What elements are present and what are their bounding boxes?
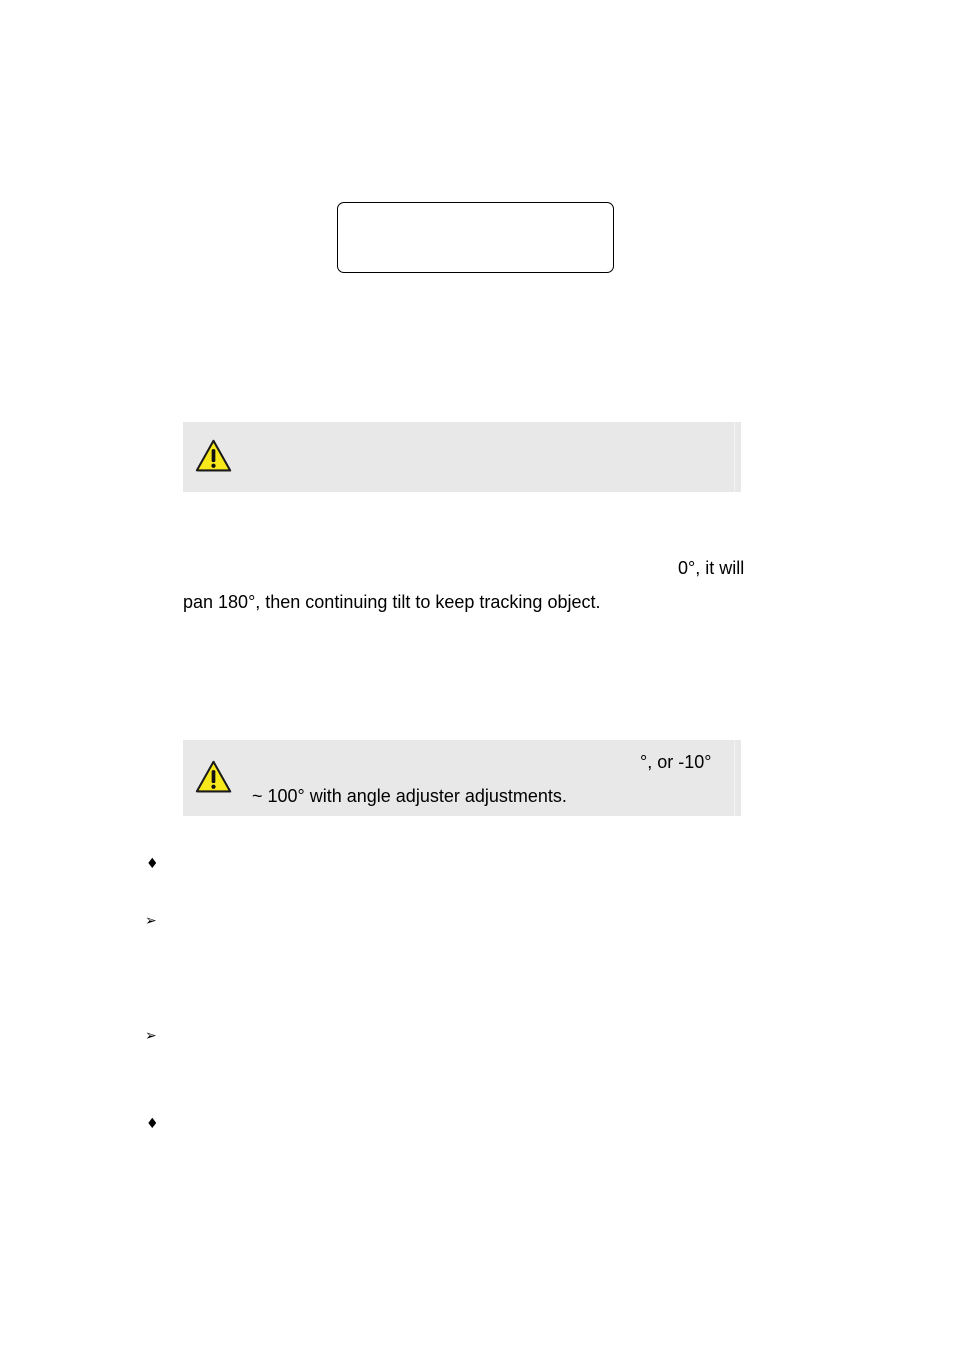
tilt-paragraph-line-1-tail: 0°, it will (678, 558, 745, 578)
arrow-bullet-icon: ➢ (145, 1028, 157, 1044)
warning-triangle-icon (195, 438, 232, 475)
caution-note-box-1 (183, 422, 741, 492)
outlined-empty-frame (337, 202, 614, 273)
tilt-paragraph-line-2: pan 180°, then continuing tilt to keep tracking object. (183, 592, 601, 612)
diamond-bullet-icon: ♦ (146, 856, 159, 872)
caution-note-box-2 (183, 740, 741, 816)
diamond-bullet-icon: ♦ (146, 1116, 159, 1132)
note-2-line-1-tail: °, or -10° (640, 752, 712, 772)
warning-triangle-icon (195, 759, 232, 796)
note-2-line-2: ~ 100° with angle adjuster adjustments. (252, 786, 567, 806)
arrow-bullet-icon: ➢ (145, 913, 157, 929)
